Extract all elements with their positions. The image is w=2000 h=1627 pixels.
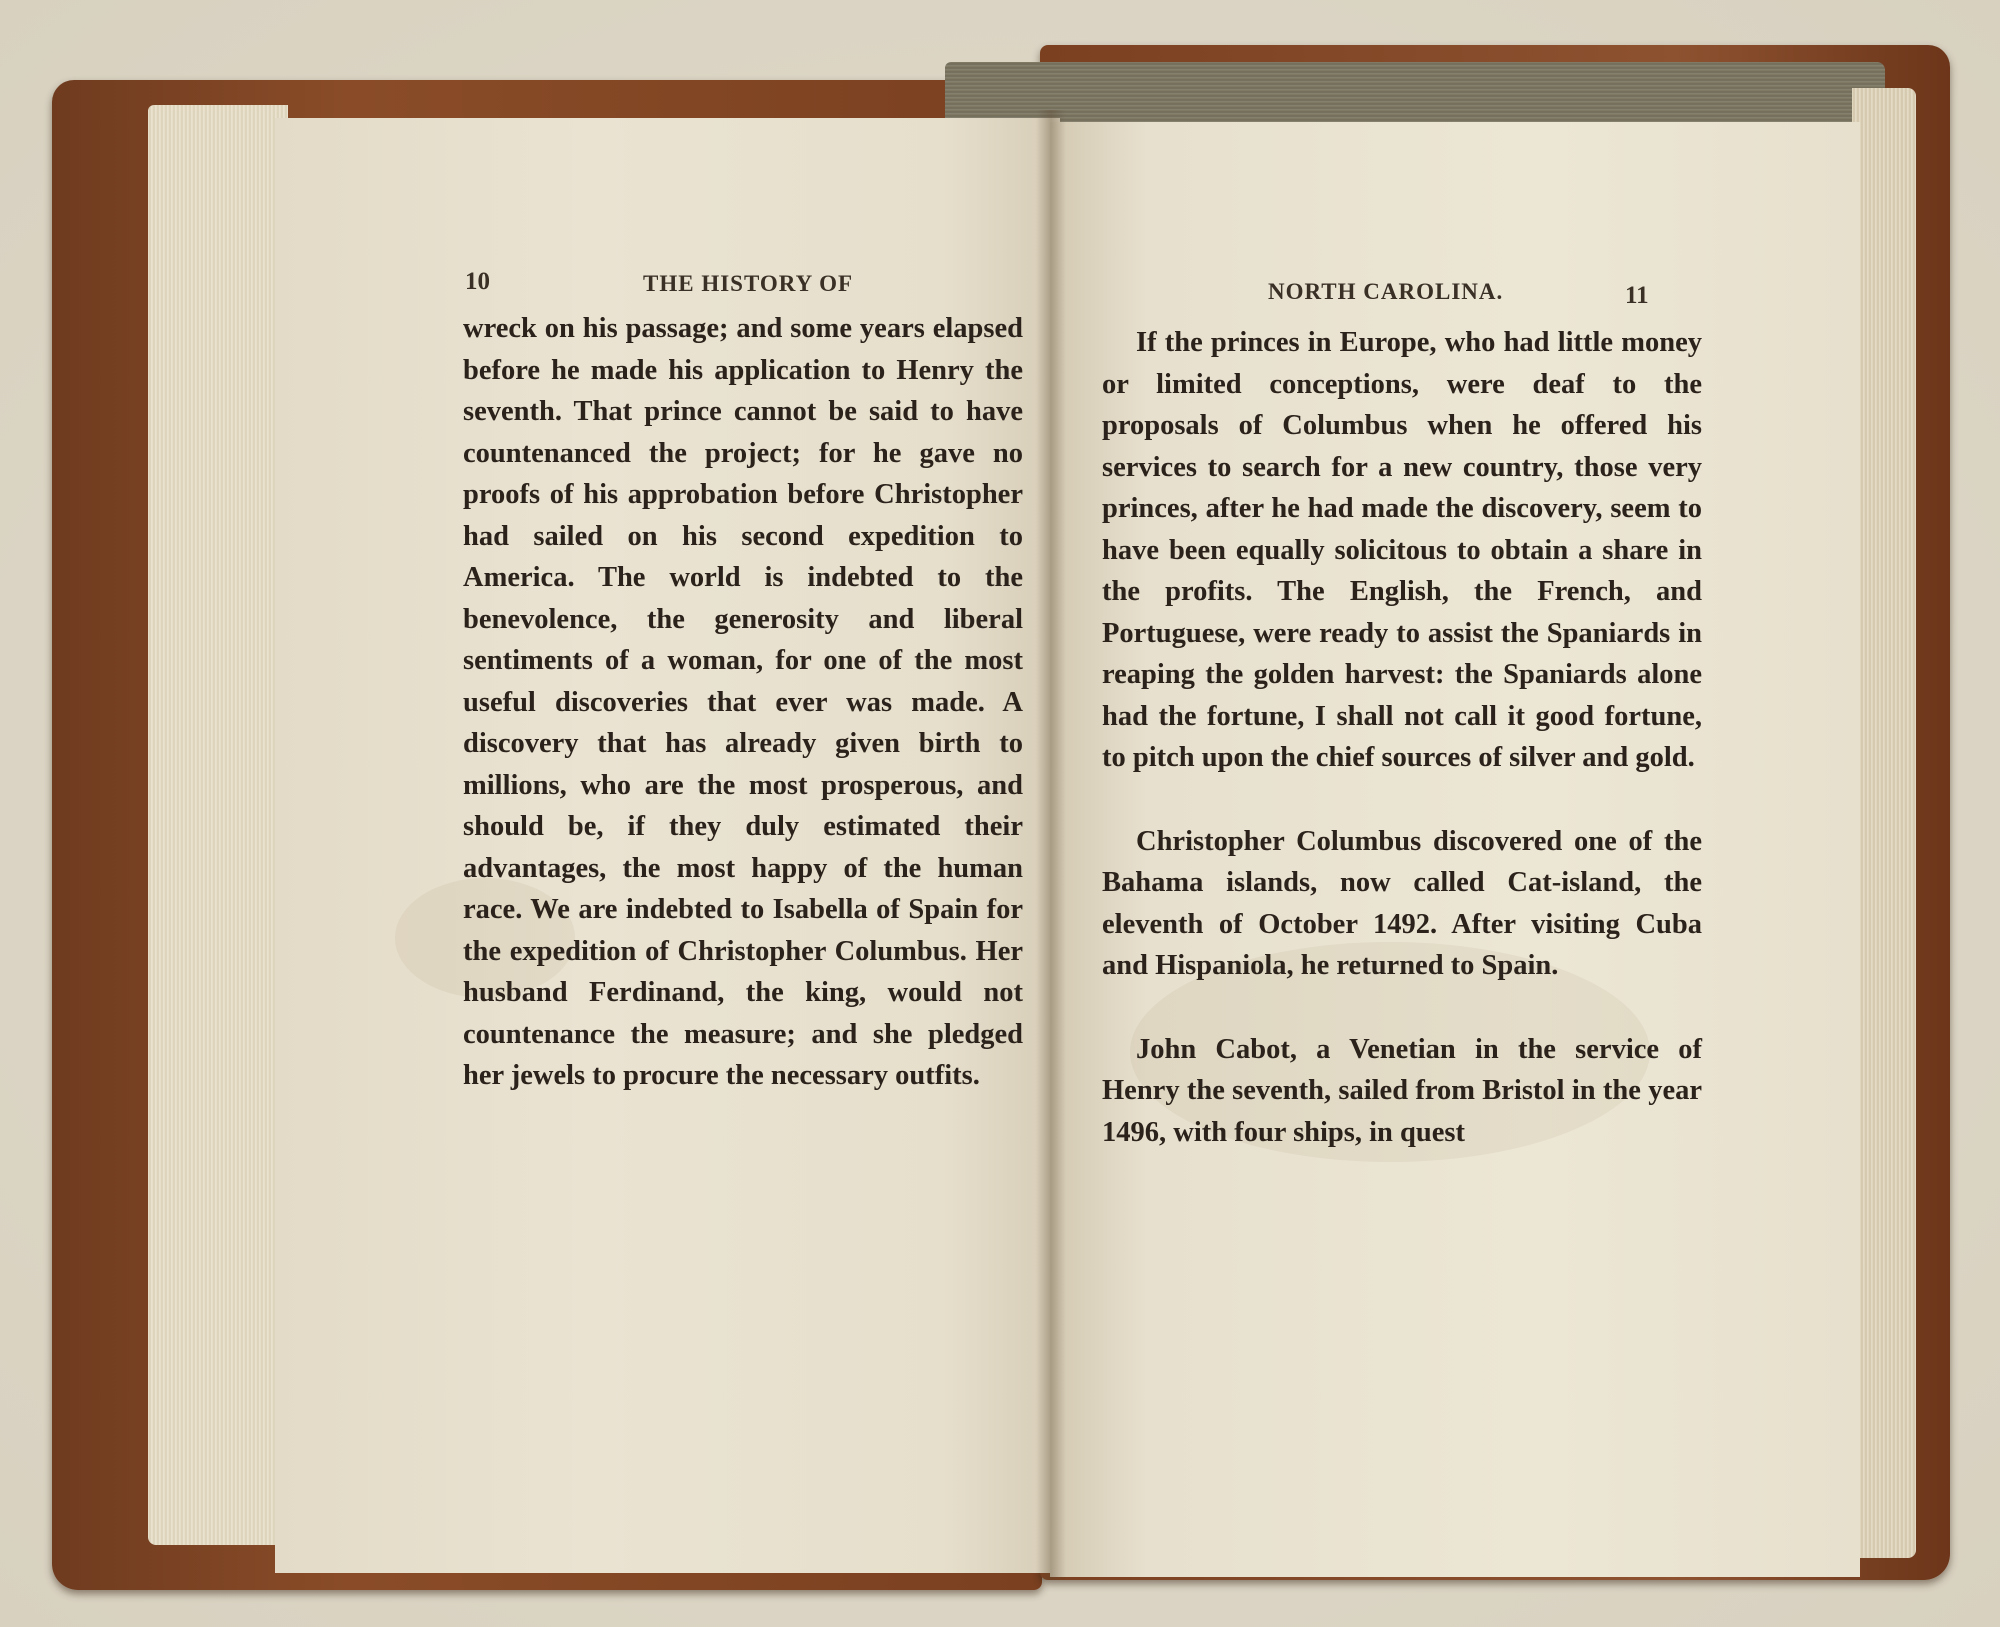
right-paragraph-3: John Cabot, a Venetian in the service of Henry the seventh, sailed from Bristol in the year 1496, with four ships, in quest [1102,1033,1702,1148]
right-page [1050,122,1860,1577]
right-running-head: NORTH CAROLINA. [1268,279,1504,304]
book-gutter [1036,110,1066,1580]
right-paragraph-2: Christopher Columbus discovered one of the Bahama islands, now called Cat-island, the eleventh of October 1492. After visiting Cuba and Hispaniola, he returned to Spain. [1102,825,1702,981]
right-text-block [1102,322,1702,1153]
left-paragraph-1: wreck on his passage; and some years elapsed before he made his application to Henry the seventh. That prince cannot be said to have countenanced the project; for he gave no proofs of his approbation before Christopher had sailed on his second expedition to America. The world is indebted to the benevolence, the generosity and liberal sentiments of a woman, for one of the most useful discoveries that ever was made. A discovery that has already given birth to millions, who are the most prosperous, and should be, if they duly estimated their advantages, the most happy of the human race. We are indebted to Isabella of Spain for the expedition of Christopher Columbus. Her husband Ferdinand, the king, would not countenance the measure; and she pledged her jewels to procure the necessary outfits. [463,313,1023,1091]
right-paragraph-1: If the princes in Europe, who had little money or limited conceptions, were deaf to the proposals of Columbus when he offered his services to search for a new country, those very princes, after he had made the discovery, seem to have been equally solicitous to obtain a share in the profits. The English, the French, and Portuguese, were ready to assist the Spaniards in reaping the golden harvest: the Spaniards alone had the fortune, I shall not call it good fortune, to pitch upon the chief sources of silver and gold. [1102,327,1702,773]
left-page-number: 10 [465,268,490,295]
left-text-block [463,308,1023,1097]
page-edges-right [1852,88,1916,1558]
page-edges-left [148,105,288,1545]
left-page [275,118,1060,1573]
left-running-head: THE HISTORY OF [643,271,854,296]
right-page-number: 11 [1625,282,1649,309]
